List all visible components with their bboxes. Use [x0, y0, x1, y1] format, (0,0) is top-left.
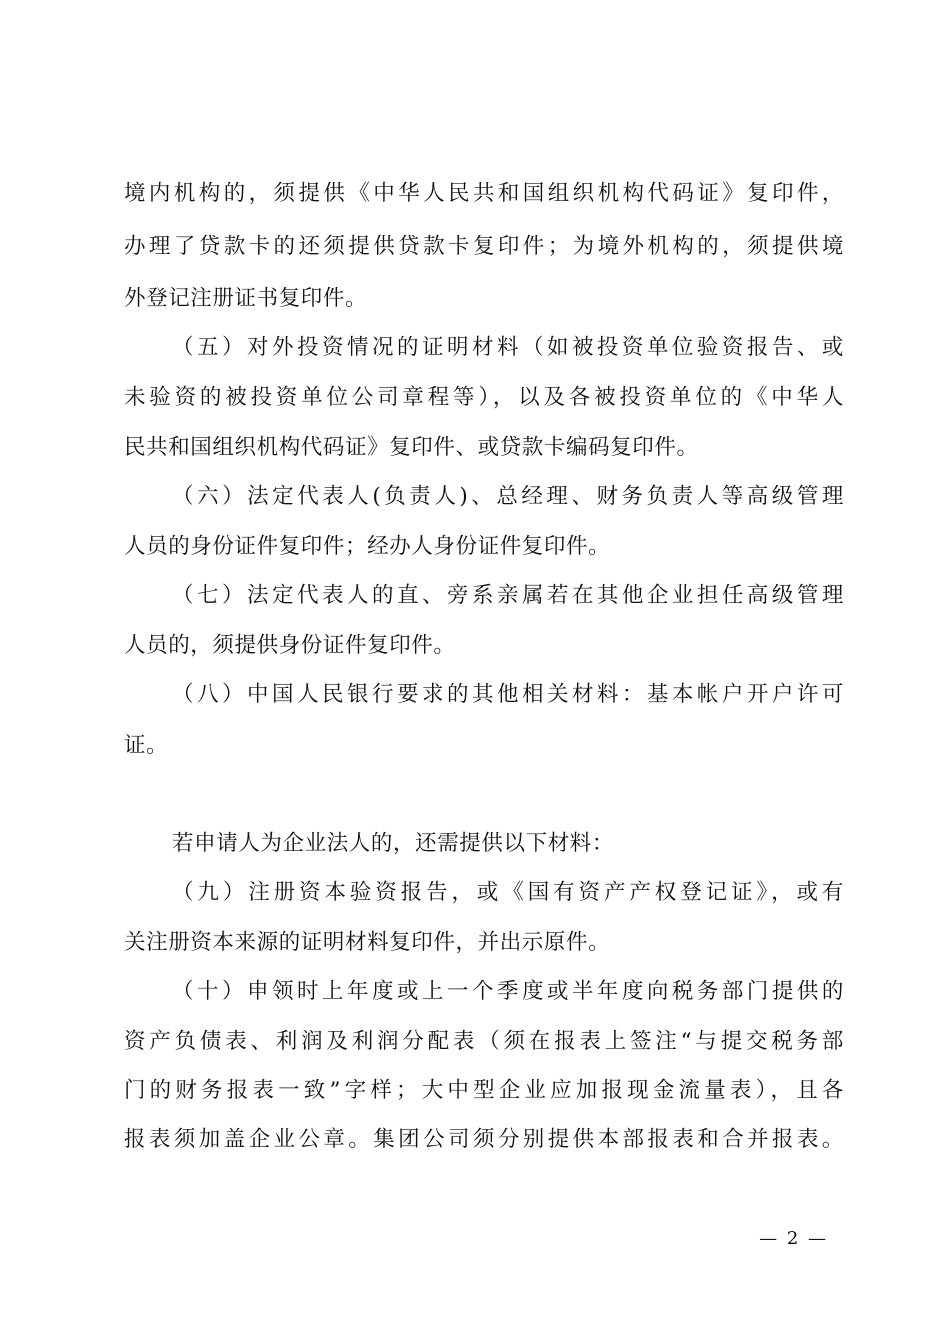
text-line: 民共和国组织机构代码证》复印件、或贷款卡编码复印件。 — [124, 435, 699, 460]
text-line: 外登记注册证书复印件。 — [124, 286, 368, 311]
paragraph-5-line: （五）对外投资情况的证明材料（如被投资单位验资报告、或 — [172, 335, 844, 360]
text-line: 报表须加盖企业公章。集团公司须分别提供本部报表和合并报表。 — [124, 1127, 844, 1152]
page-number: — 2 — — [759, 1228, 828, 1249]
section-intro: 若申请人为企业法人的，还需提供以下材料： — [172, 831, 615, 856]
text-line: 门的财务报表一致”字样；大中型企业应加报现金流量表），且各 — [124, 1078, 844, 1103]
text-line: 人员的身份证件复印件；经办人身份证件复印件。 — [124, 534, 611, 559]
text-line: 境内机构的，须提供《中华人民共和国组织机构代码证》复印件， — [124, 181, 844, 206]
paragraph-7-line: （七）法定代表人的直、旁系亲属若在其他企业担任高级管理 — [172, 583, 844, 608]
text-line: 未验资的被投资单位公司章程等），以及各被投资单位的《中华人 — [124, 385, 844, 410]
text-line: 证。 — [124, 733, 169, 758]
paragraph-10-line: （十）申领时上年度或上一个季度或半年度向税务部门提供的 — [172, 979, 844, 1004]
text-line: 资产负债表、利润及利润分配表（须在报表上签注“与提交税务部 — [124, 1029, 844, 1054]
paragraph-9-line: （九）注册资本验资报告，或《国有资产产权登记证》，或有 — [172, 880, 844, 905]
text-line: 人员的，须提供身份证件复印件。 — [124, 633, 456, 658]
paragraph-8-line: （八）中国人民银行要求的其他相关材料：基本帐户开户许可 — [172, 682, 844, 707]
text-line: 关注册资本来源的证明材料复印件，并出示原件。 — [124, 930, 611, 955]
paragraph-6-line: （六）法定代表人(负责人)、总经理、财务负责人等高级管理 — [172, 484, 844, 509]
text-line: 办理了贷款卡的还须提供贷款卡复印件；为境外机构的，须提供境 — [124, 234, 844, 259]
